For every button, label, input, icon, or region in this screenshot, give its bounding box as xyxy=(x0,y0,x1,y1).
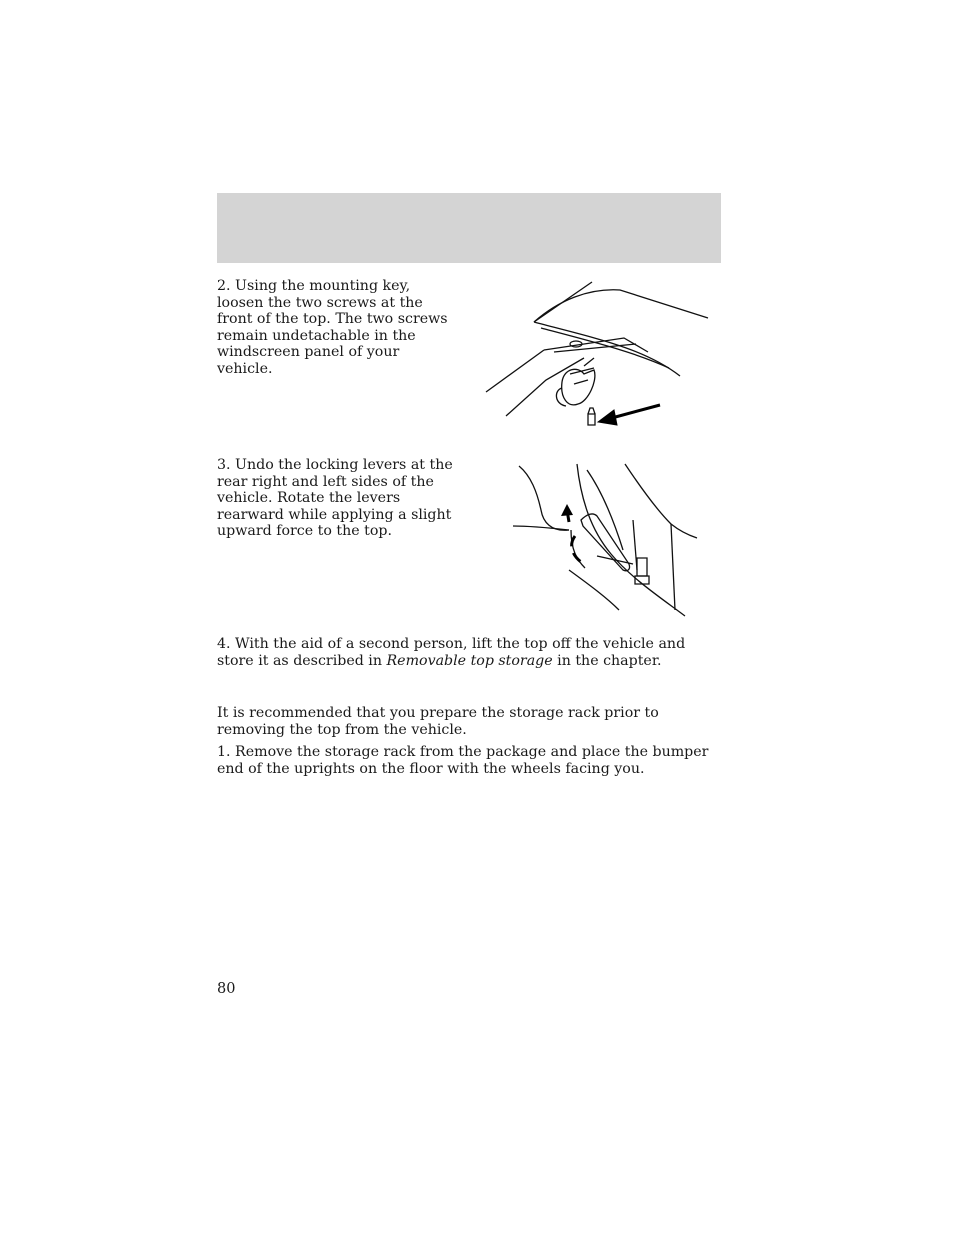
step-2-text: 2. Using the mounting key, loosen the two screws at the front of the top. The two screws remain undetachable in the windscreen panel of your vehicle. xyxy=(217,278,448,377)
cross-reference-removable-top-storage: Removable top storage xyxy=(386,652,553,669)
rack-intro-text: It is recommended that you prepare the storage rack prior to removing the top from the vehicle. xyxy=(217,705,659,738)
section-header-band xyxy=(217,193,721,263)
screw-location-illustration xyxy=(484,280,716,432)
step-3-text: 3. Undo the locking levers at the rear right and left sides of the vehicle. Rotate the levers rearward while applying a slight upward force to the top. xyxy=(217,457,453,539)
locking-lever-illustration xyxy=(511,460,701,620)
step-4-text: 4. With the aid of a second person, lift the top off the vehicle and store it as described in Removable top storage in the chapter. xyxy=(217,636,686,669)
page-number: 80 xyxy=(217,981,236,997)
rack-step-1-text: 1. Remove the storage rack from the package and place the bumper end of the uprights on the floor with the wheels facing you. xyxy=(217,744,709,777)
